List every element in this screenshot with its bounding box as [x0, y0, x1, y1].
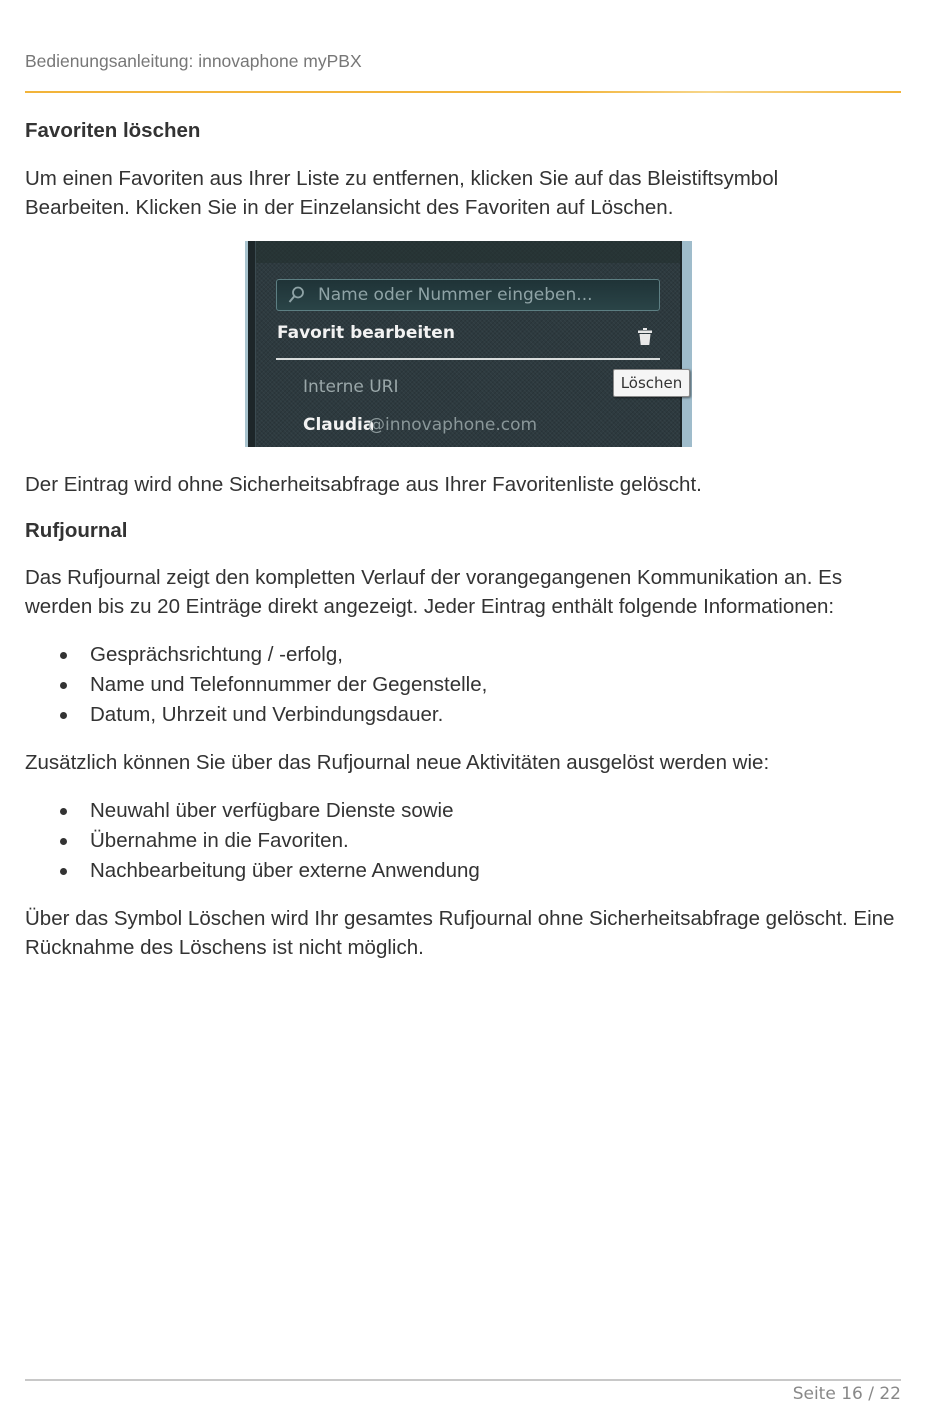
- footer-divider: [25, 1379, 901, 1381]
- list-item: Neuwahl über verfügbare Dienste sowie: [57, 796, 877, 826]
- list-entry-information: [57, 640, 877, 730]
- screenshot-top-band: [256, 241, 681, 263]
- list-item: Gesprächsrichtung / -erfolg,: [57, 640, 877, 670]
- list-activities: [57, 796, 877, 886]
- screenshot-left-edge: [245, 241, 256, 447]
- paragraph-rufjournal-intro: Das Rufjournal zeigt den kompletten Verlauf der vorangegangenen Kommunikation an. Es werden bis zu 20 Einträge direkt angezeigt. Jeder Eintrag enthält folgende Informationen:: [25, 566, 843, 618]
- list-item: Übernahme in die Favoriten.: [57, 826, 877, 856]
- screenshot-right-edge: [680, 241, 692, 447]
- panel-divider: [276, 358, 660, 360]
- paragraph-favoriten-intro: Um einen Favoriten aus Ihrer Liste zu entfernen, klicken Sie auf das Bleistiftsymbol Bearbeiten. Klicken Sie in der Einzelansicht des Favoriten auf Löschen.: [25, 167, 779, 219]
- paragraph-rufjournal-activities: Zusätzlich können Sie über das Rufjournal neue Aktivitäten ausgelöst werden wie:: [25, 751, 770, 774]
- delete-tooltip: Löschen: [613, 369, 690, 397]
- search-icon: [288, 286, 304, 304]
- uri-domain: @innovaphone.com: [368, 415, 538, 435]
- panel-title: Favorit bearbeiten: [277, 323, 455, 343]
- favorite-edit-screenshot: [245, 241, 692, 447]
- uri-name: Claudia: [303, 415, 375, 435]
- page-number: Seite 16 / 22: [792, 1384, 901, 1404]
- search-placeholder: Name oder Nummer eingeben...: [318, 285, 593, 305]
- search-input[interactable]: [276, 279, 660, 311]
- header-divider: [25, 91, 901, 93]
- list-item: Nachbearbeitung über externe Anwendung: [57, 856, 877, 886]
- heading-rufjournal: Rufjournal: [25, 519, 128, 542]
- header-title: Bedienungsanleitung: innovaphone myPBX: [25, 51, 362, 71]
- paragraph-favoriten-result: Der Eintrag wird ohne Sicherheitsabfrage aus Ihrer Favoritenliste gelöscht.: [25, 473, 702, 496]
- list-item: Datum, Uhrzeit und Verbindungsdauer.: [57, 700, 877, 730]
- field-label-interne-uri: Interne URI: [303, 377, 399, 397]
- paragraph-rufjournal-delete: Über das Symbol Löschen wird Ihr gesamtes Rufjournal ohne Sicherheitsabfrage gelöscht. Eine Rücknahme des Löschens ist nicht möglich.: [25, 907, 895, 959]
- trash-icon[interactable]: [638, 328, 652, 346]
- list-item: Name und Telefonnummer der Gegenstelle,: [57, 670, 877, 700]
- heading-favoriten-loeschen: Favoriten löschen: [25, 119, 201, 142]
